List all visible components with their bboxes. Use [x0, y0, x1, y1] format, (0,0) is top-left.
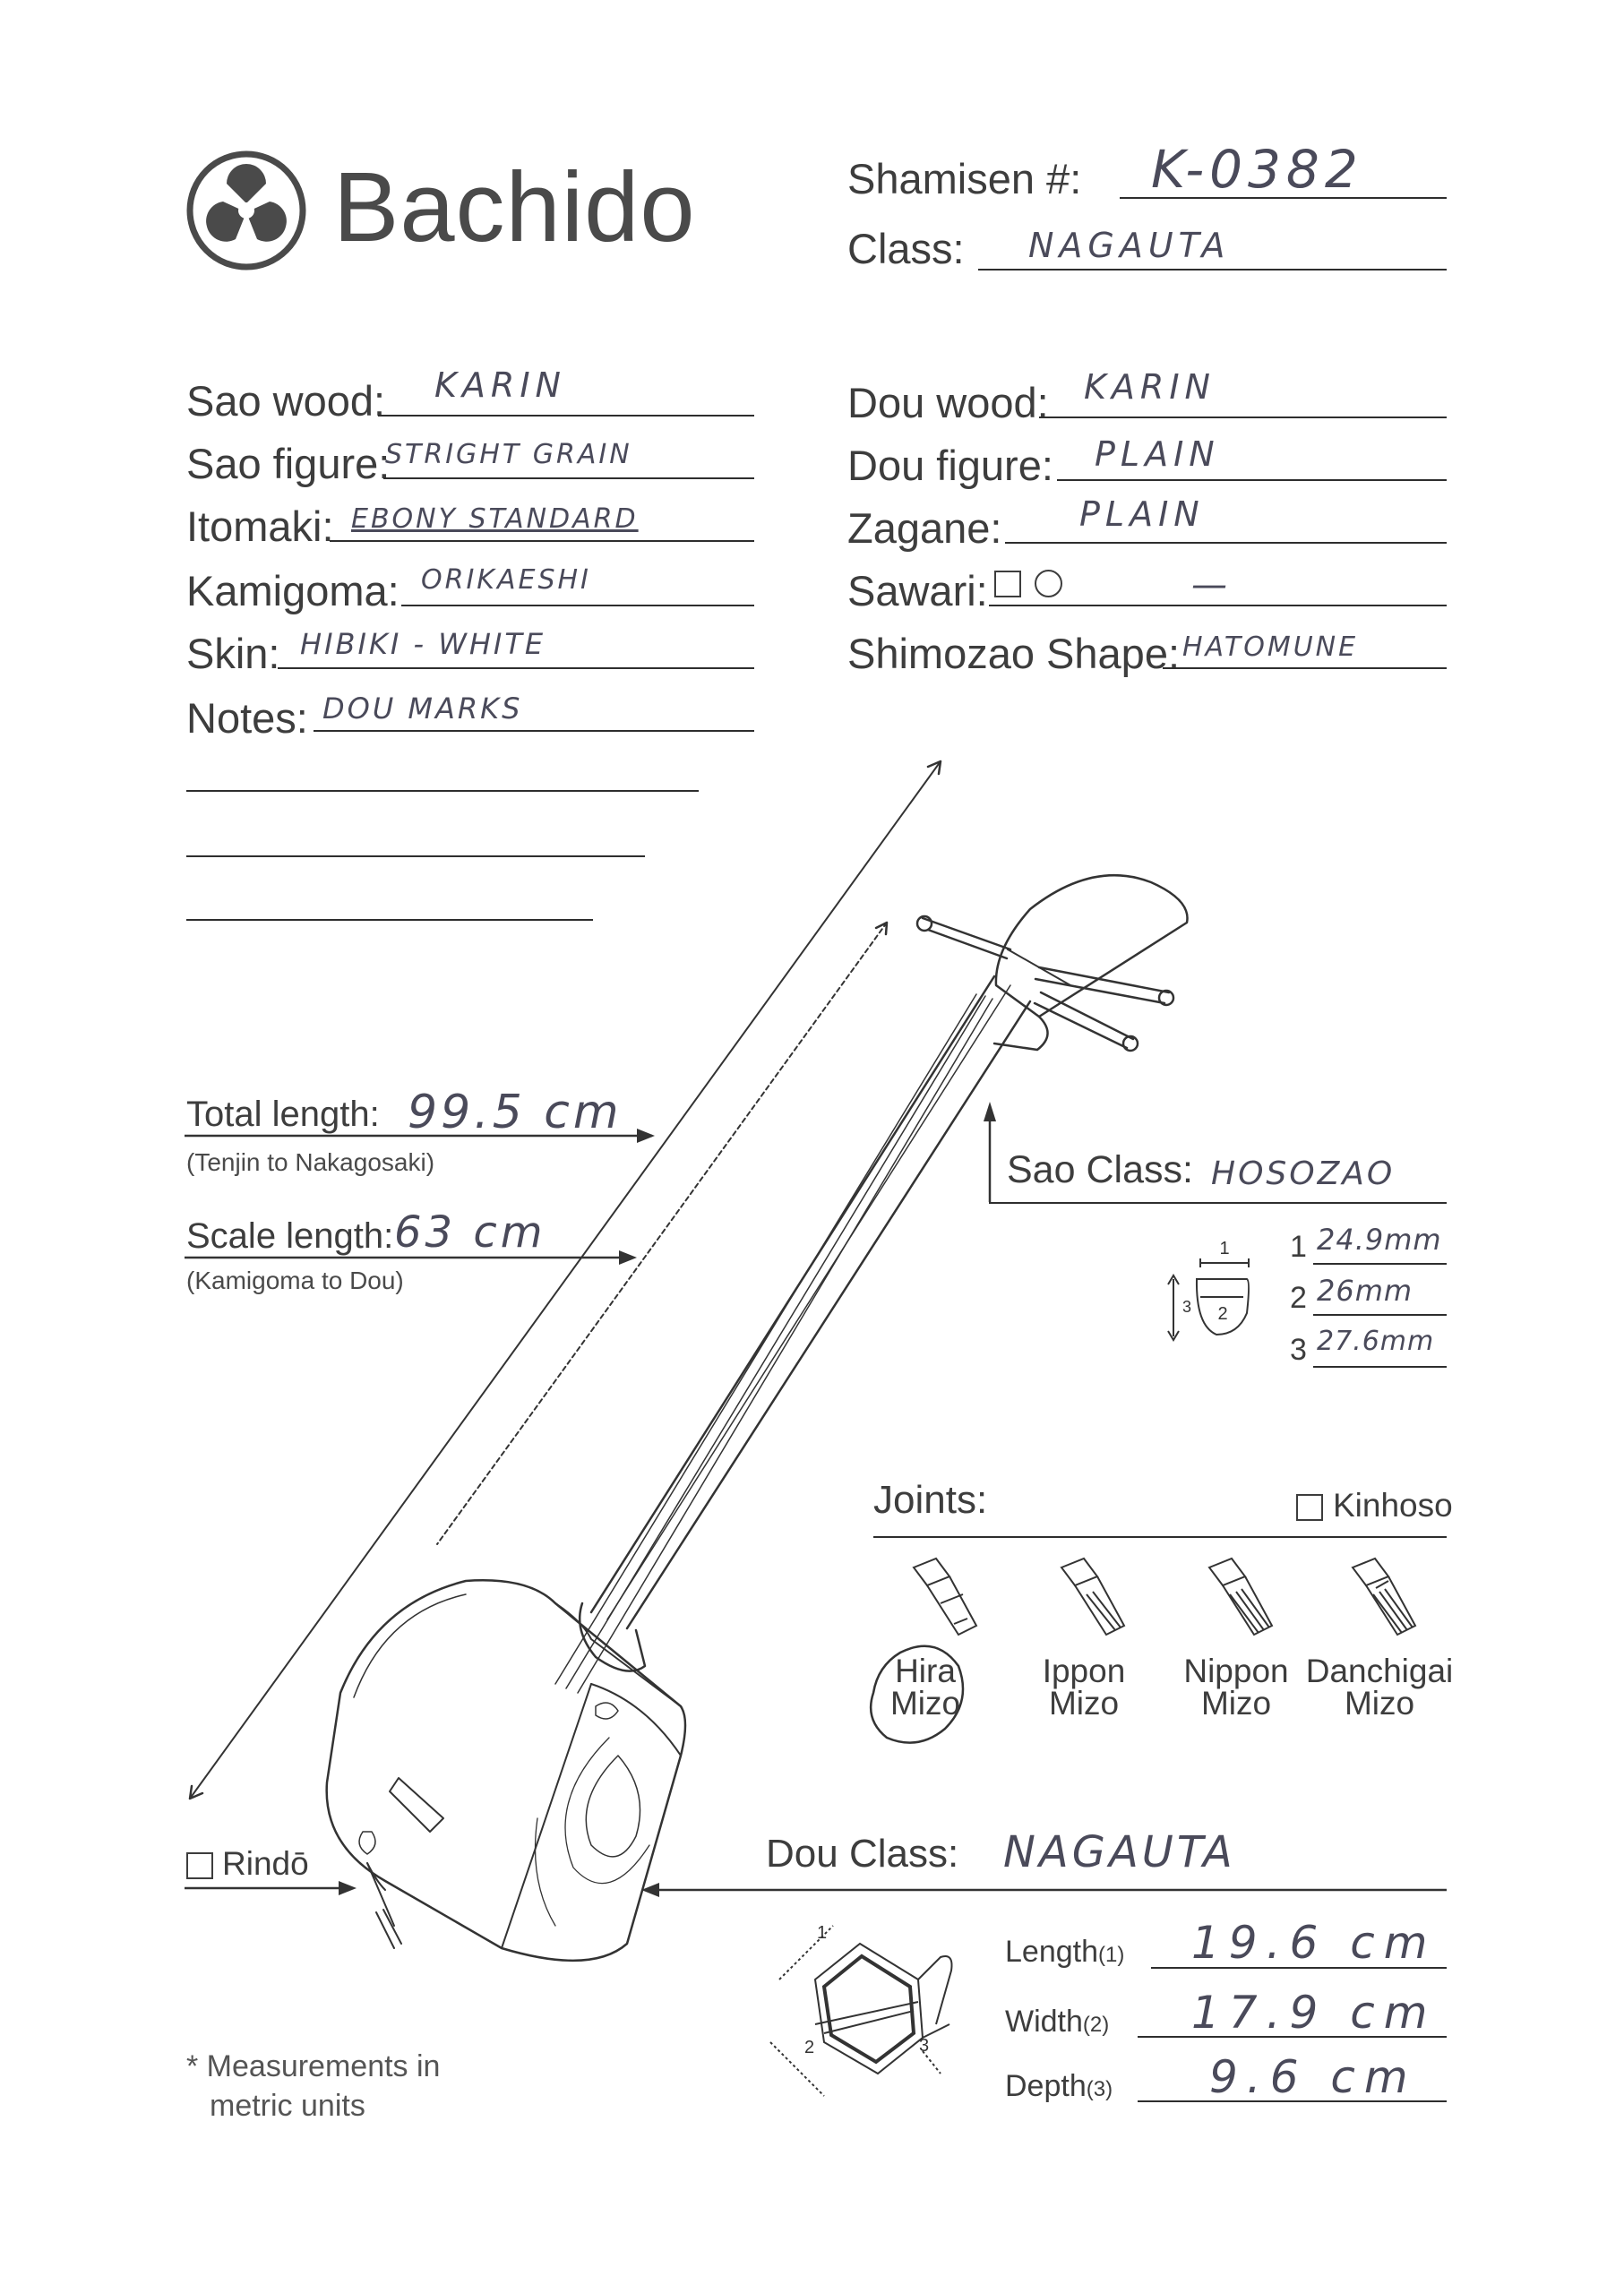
dou-figure-value: PLAIN [1095, 434, 1220, 474]
sawari-value: — [1191, 564, 1227, 605]
skin-value: HIBIKI - WHITE [300, 627, 546, 661]
dou-depth-label-text: Depth [1005, 2069, 1087, 2103]
dou-diagram-num-1: 1 [817, 1923, 828, 1943]
dou-wood-value: KARIN [1084, 367, 1216, 407]
scale-length-arrow-icon [185, 1247, 641, 1268]
dou-depth-label [1005, 2069, 1113, 2104]
skin-label: Skin: [186, 630, 280, 677]
dou-length-label [1005, 1935, 1124, 1970]
itomaki-value: EBONY STANDARD [351, 503, 639, 535]
footnote-line2: metric units [210, 2089, 365, 2123]
dou-width-value: 17.9 cm [1191, 1987, 1437, 2039]
notes-label: Notes: [186, 694, 308, 742]
sao-diagram-num-3: 3 [1182, 1298, 1192, 1316]
dou-class-label: Dou Class: [766, 1832, 959, 1876]
sao-measure-2-value: 26mm [1317, 1274, 1413, 1308]
sao-measure-3-num: 3 [1290, 1333, 1307, 1367]
dou-figure-label: Dou figure: [847, 442, 1053, 489]
joint-ippon-mizo-line2: Mizo [1048, 1685, 1120, 1722]
class-label: Class: [847, 225, 965, 272]
kamigoma-value: ORIKAESHI [421, 564, 591, 596]
sawari-label: Sawari: [847, 567, 988, 614]
dou-length-value: 19.6 cm [1191, 1917, 1437, 1969]
sao-figure-value: STRIGHT GRAIN [385, 439, 632, 470]
kamigoma-label: Kamigoma: [186, 567, 400, 614]
dou-width-label [1005, 2005, 1109, 2040]
joint-nippon-mizo-line2: Mizo [1200, 1685, 1272, 1722]
total-length-arrow-icon [185, 1125, 659, 1146]
dou-diagram-num-2: 2 [804, 2038, 815, 2057]
sao-class-value: HOSOZAO [1211, 1155, 1396, 1192]
sao-class-label: Sao Class: [1007, 1148, 1193, 1191]
joint-danchigai-mizo[interactable] [1299, 1655, 1460, 1720]
shimozao-shape-value: HATOMUNE [1182, 631, 1359, 663]
kinhoso-label: Kinhoso [1333, 1487, 1453, 1524]
joint-ippon-mizo[interactable] [1030, 1655, 1138, 1720]
zagane-label: Zagane: [847, 504, 1002, 552]
dou-depth-value: 9.6 cm [1209, 2051, 1417, 2103]
joint-ippon-mizo-line1: Ippon [1042, 1653, 1126, 1689]
total-length-label: Total length: [186, 1095, 380, 1134]
shamisen-number-label: Shamisen #: [847, 155, 1082, 202]
sao-measure-1-num: 1 [1290, 1230, 1307, 1264]
dou-length-label-text: Length [1005, 1935, 1098, 1969]
rindo-arrow-icon [185, 1877, 359, 1899]
total-length-value: 99.5 cm [408, 1086, 623, 1139]
joint-hira-mizo[interactable] [876, 1655, 975, 1720]
itomaki-label: Itomaki: [186, 502, 334, 550]
dou-diagram-num-3: 3 [919, 2036, 930, 2056]
sao-diagram-num-2: 2 [1217, 1304, 1228, 1324]
joint-nippon-mizo[interactable] [1173, 1655, 1299, 1720]
joint-danchigai-mizo-line2: Mizo [1344, 1685, 1415, 1722]
dou-class-value: NAGAUTA [1003, 1827, 1236, 1877]
dou-depth-idx: (3) [1086, 2077, 1113, 2101]
scale-length-value: 63 cm [394, 1207, 546, 1258]
scale-length-sub: (Kamigoma to Dou) [186, 1267, 404, 1294]
notes-value: DOU MARKS [322, 691, 523, 726]
dou-class-arrow-icon [638, 1879, 1453, 1901]
joint-hira-mizo-line2: Mizo [889, 1685, 961, 1722]
hira-mizo-icon [914, 1559, 976, 1635]
sao-measure-2-num: 2 [1290, 1281, 1307, 1315]
dou-body-diagram [761, 1917, 976, 2109]
joints-label: Joints: [873, 1478, 988, 1522]
dou-width-label-text: Width [1005, 2005, 1083, 2039]
rindo-label: Rindō [222, 1845, 309, 1882]
joint-nippon-mizo-line1: Nippon [1183, 1653, 1289, 1689]
sao-cross-section-diagram [1164, 1236, 1272, 1348]
total-length-sub: (Tenjin to Nakagosaki) [186, 1148, 435, 1176]
shamisen-number-value: K-0382 [1151, 139, 1363, 200]
sao-diagram-num-1: 1 [1219, 1239, 1230, 1258]
sao-wood-label: Sao wood: [186, 377, 386, 425]
shimozao-shape-label: Shimozao Shape: [847, 630, 1181, 677]
ippon-mizo-icon [1061, 1559, 1124, 1635]
dou-width-idx: (2) [1082, 2013, 1110, 2037]
zagane-value: PLAIN [1079, 494, 1205, 534]
scale-length-label: Scale length: [186, 1216, 394, 1256]
sao-measure-1-value: 24.9mm [1317, 1223, 1442, 1257]
footnote [186, 2047, 440, 2126]
kinhoso-checkbox[interactable] [1296, 1494, 1323, 1521]
sao-figure-label: Sao figure: [186, 440, 391, 487]
joint-hira-mizo-line1: Hira [895, 1653, 956, 1689]
nippon-mizo-icon [1209, 1559, 1272, 1635]
sao-measure-3-value: 27.6mm [1317, 1326, 1435, 1357]
footnote-line1: * Measurements in [186, 2049, 441, 2083]
dou-wood-label: Dou wood: [847, 379, 1049, 426]
danchigai-mizo-icon [1353, 1559, 1415, 1635]
rindo-checkbox[interactable] [186, 1852, 213, 1879]
brand-name: Bachido [333, 152, 696, 262]
dou-length-idx: (1) [1098, 1943, 1125, 1967]
sao-wood-value: KARIN [434, 365, 566, 405]
class-value: NAGAUTA [1028, 226, 1231, 265]
joint-danchigai-mizo-line1: Danchigai [1305, 1653, 1454, 1689]
